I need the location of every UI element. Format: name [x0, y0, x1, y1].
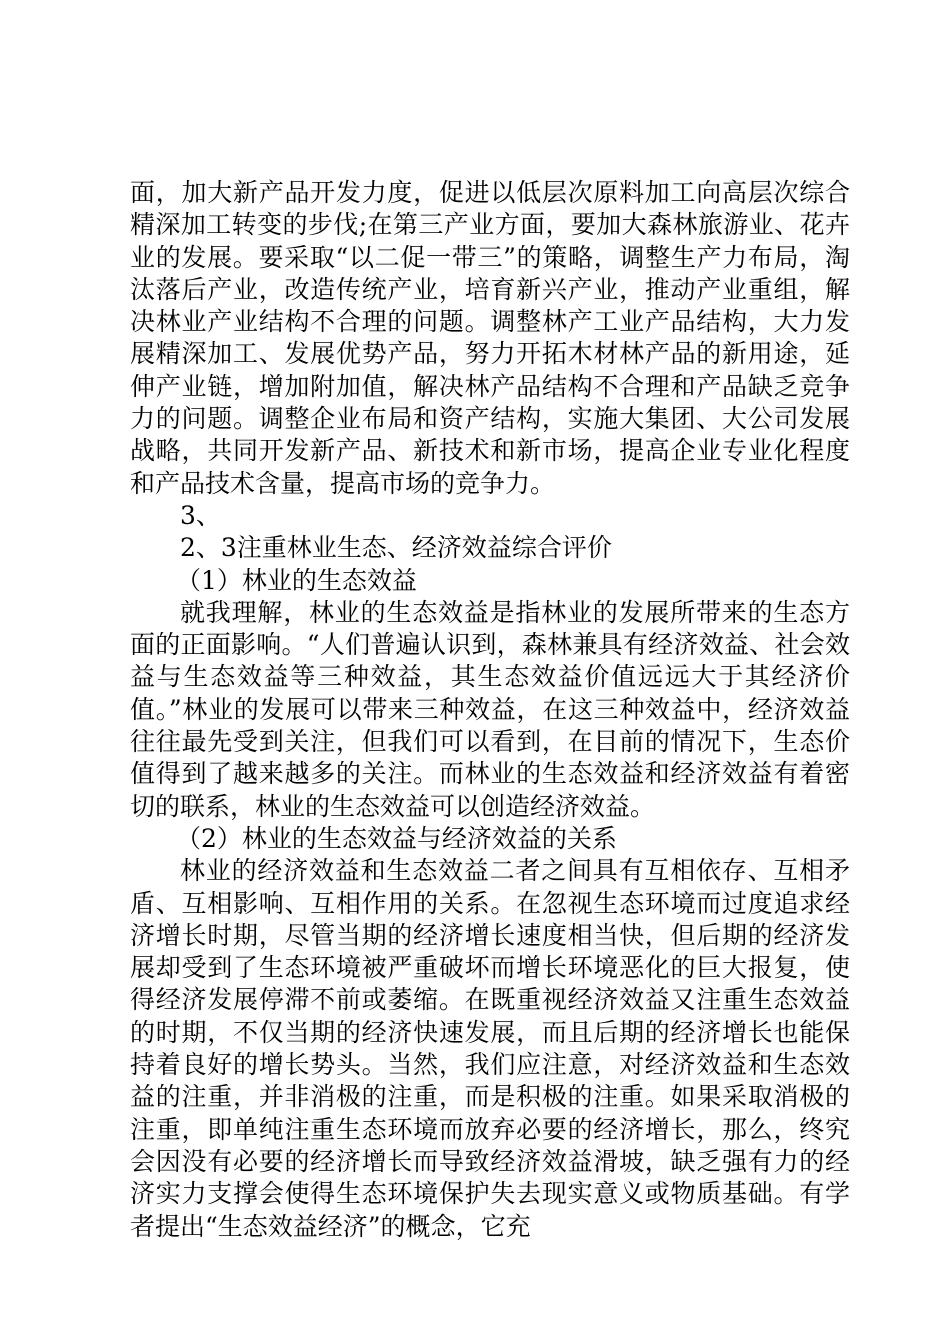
paragraph-ecological-benefit: 就我理解，林业的生态效益是指林业的发展所带来的生态方面的正面影响。“人们普遍认识到，森林兼具有经济效益、社会效益与生态效益等三种效益，其生态效益价值远远大于其经济价值。”林业的发展可以带来三种效益，在这三种效益中，经济效益往往最先受到关注，但我们可以看到，在目前的情况下，生态价值得到了越来越多的关注。而林业的生态效益和经济效益有着密切的联系，林业的生态效益可以创造经济效益。	[130, 597, 850, 821]
section-heading-2-3: 2、3注重林业生态、经济效益综合评价	[180, 533, 612, 563]
paragraph-benefit-relationship: 林业的经济效益和生态效益二者之间具有互相依存、互相矛盾、互相影响、互相作用的关系。在忽视生态环境而过度追求经济增长时期，尽管当期的经济增长速度相当快，但后期的经济发展却受到了生态环境被严重破坏而增长环境恶化的巨大报复，使得经济发展停滞不前或萎缩。在既重视经济效益又注重生态效益的时期，不仅当期的经济快速发展，而且后期的经济增长也能保持着良好的增长势头。当然，我们应注意，对经济效益和生态效益的注重，并非消极的注重，而是积极的注重。如果采取消极的注重，即单纯注重生态环境而放弃必要的经济增长，那么，终究会因没有必要的经济增长而导致经济效益滑坡，缺乏强有力的经济实力支撑会使得生态环境保护失去现实意义或物质基础。有学者提出“生态效益经济”的概念，它充	[130, 856, 850, 1241]
document-page	[130, 177, 850, 1243]
paragraph-industry-structure: 面，加大新产品开发力度，促进以低层次原料加工向高层次综合精深加工转变的步伐;在第三产业方面，要加大森林旅游业、花卉业的发展。要采取“以二促一带三”的策略，调整生产力布局，淘汰落后产业，改造传统产业，培育新兴产业，推动产业重组，解决林业产业结构不合理的问题。调整林产工业产品结构，大力发展精深加工、发展优势产品，努力开拓木材林产品的新用途，延伸产业链，增加附加值，解决林产品结构不合理和产品缺乏竞争力的问题。调整企业布局和资产结构，实施大集团、大公司发展战略，共同开发新产品、新技术和新市场，提高企业专业化程度和产品技术含量，提高市场的竞争力。	[130, 178, 850, 498]
section-number-3: 3、	[180, 500, 221, 530]
subheading-benefit-relationship: （2）林业的生态效益与经济效益的关系	[176, 823, 617, 853]
subheading-ecological-benefit: （1）林业的生态效益	[176, 565, 417, 595]
